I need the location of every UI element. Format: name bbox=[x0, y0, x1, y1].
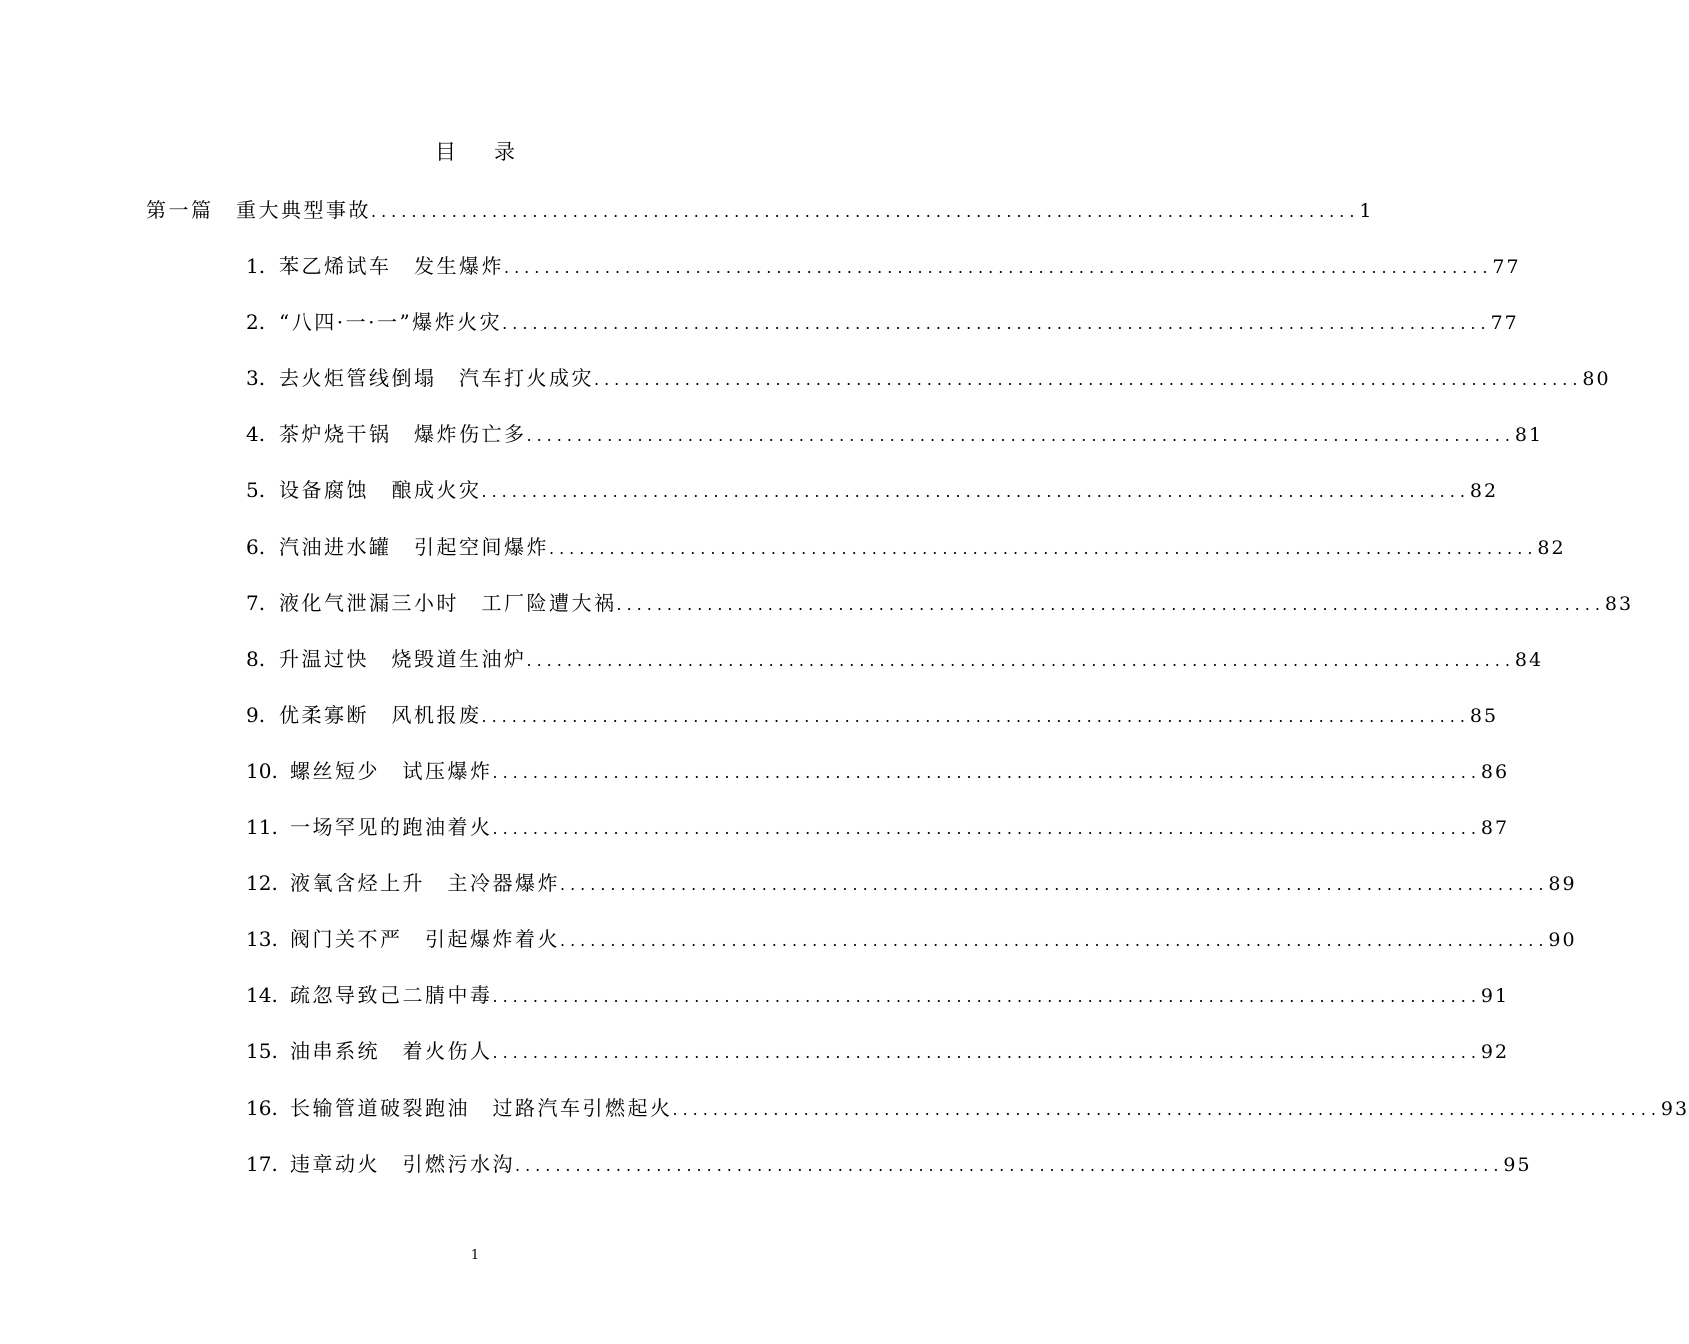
toc-entry-title: 液化气泄漏三小时 工厂险遭大祸 bbox=[279, 590, 617, 615]
toc-part-label: 第一篇 重大典型事故 bbox=[146, 198, 371, 222]
toc-leader: .................................................................................................. bbox=[594, 370, 1583, 390]
toc-leader: .................................................................................................. bbox=[515, 1155, 1504, 1175]
toc-entry[interactable] bbox=[246, 755, 1510, 785]
toc-entry-number: 14. bbox=[246, 983, 278, 1008]
toc-entry[interactable] bbox=[246, 1035, 1510, 1065]
toc-entry[interactable] bbox=[246, 531, 1566, 561]
toc-entry-title: 设备腐蚀 酿成火灾 bbox=[279, 478, 482, 503]
toc-entry[interactable] bbox=[246, 979, 1510, 1009]
toc-entry[interactable] bbox=[246, 474, 1499, 504]
toc-page-number: 92 bbox=[1480, 1041, 1510, 1064]
toc-entry[interactable] bbox=[246, 306, 1519, 336]
toc-leader: .................................................................................................. bbox=[672, 1099, 1661, 1119]
toc-page-number: 85 bbox=[1469, 704, 1499, 727]
toc-page-number: 86 bbox=[1480, 760, 1510, 783]
toc-page-number: 77 bbox=[1492, 256, 1521, 278]
toc-leader: .................................................................................................. bbox=[502, 314, 1491, 334]
toc-leader: .................................................................................................. bbox=[492, 987, 1481, 1007]
toc-entry[interactable] bbox=[246, 643, 1544, 673]
toc-leader: .................................................................................................. bbox=[492, 1043, 1481, 1063]
toc-entry-title: 违章动火 引燃污水沟 bbox=[290, 1151, 515, 1176]
toc-entry-title: 一场罕见的跑油着火 bbox=[290, 815, 493, 839]
toc-entry-title: 优柔寡断 风机报废 bbox=[279, 702, 482, 727]
toc-entry-number: 8. bbox=[246, 646, 266, 671]
toc-page-number: 80 bbox=[1582, 368, 1611, 391]
toc-entry[interactable] bbox=[246, 362, 1611, 392]
toc-entry-number: 11. bbox=[246, 815, 278, 839]
toc-entry-number: 5. bbox=[246, 478, 266, 503]
toc-entry-title: 去火炬管线倒塌 汽车打火成灾 bbox=[279, 366, 594, 391]
toc-page-number: 90 bbox=[1548, 929, 1577, 952]
toc-entry-number: 7. bbox=[246, 590, 266, 615]
toc-entry-number: 1. bbox=[246, 254, 266, 278]
toc-entry[interactable] bbox=[246, 587, 1634, 617]
toc-page-number: 77 bbox=[1490, 312, 1519, 335]
toc-leader: .................................................................................................. bbox=[526, 426, 1515, 446]
toc-entry[interactable] bbox=[246, 1148, 1532, 1178]
title-char-2: 录 bbox=[494, 140, 515, 164]
toc-leader: .................................................................................................. bbox=[481, 706, 1470, 726]
toc-leader: .................................................................................................. bbox=[560, 875, 1549, 895]
toc-entry-title: 疏忽导致己二腈中毒 bbox=[290, 983, 493, 1008]
toc-leader: .................................................................................................. bbox=[504, 258, 1493, 277]
toc-entry-number: 6. bbox=[246, 534, 266, 559]
toc-entry-title: 阀门关不严 引起爆炸着火 bbox=[290, 927, 560, 952]
toc-entry-title: 油串系统 着火伤人 bbox=[290, 1039, 493, 1064]
toc-entry-number: 3. bbox=[246, 366, 266, 391]
toc-entry-title: 液氧含烃上升 主冷器爆炸 bbox=[290, 871, 560, 896]
title-char-1: 目 bbox=[435, 140, 456, 164]
toc-entry[interactable] bbox=[246, 923, 1577, 953]
toc-entry[interactable] bbox=[246, 867, 1577, 897]
toc-page-number: 82 bbox=[1469, 480, 1499, 503]
toc-leader: .................................................................................................. bbox=[526, 650, 1515, 670]
toc-page-number: 89 bbox=[1548, 873, 1577, 896]
toc-part-heading[interactable] bbox=[146, 194, 1374, 224]
toc-entry-number: 9. bbox=[246, 702, 266, 727]
toc-entry[interactable] bbox=[246, 1092, 1689, 1122]
toc-leader: .................................................................................................. bbox=[616, 594, 1605, 614]
toc-entry-number: 15. bbox=[246, 1039, 278, 1064]
toc-leader: .................................................................................................. bbox=[549, 538, 1538, 558]
toc-entry-title: 长输管道破裂跑油 过路汽车引燃起火 bbox=[290, 1095, 673, 1120]
toc-entry-title: 螺丝短少 试压爆炸 bbox=[290, 758, 493, 783]
toc-page-number: 83 bbox=[1604, 592, 1634, 615]
toc-entry-title: 汽油进水罐 引起空间爆炸 bbox=[279, 534, 549, 559]
toc-entry-title: 茶炉烧干锅 爆炸伤亡多 bbox=[279, 422, 527, 447]
toc-page-number: 87 bbox=[1480, 817, 1510, 839]
toc-entry-number: 13. bbox=[246, 927, 278, 952]
toc-entry-title: 苯乙烯试车 发生爆炸 bbox=[279, 254, 504, 278]
footer-page-number: 1 bbox=[470, 1248, 480, 1263]
toc-entry-number: 17. bbox=[246, 1151, 278, 1176]
toc-entry[interactable] bbox=[246, 699, 1499, 729]
toc-entry-number: 4. bbox=[246, 422, 266, 447]
toc-entry-title: 升温过快 烧毁道生油炉 bbox=[279, 646, 527, 671]
toc-entry-number: 10. bbox=[246, 758, 278, 783]
toc-entry[interactable] bbox=[246, 250, 1521, 280]
toc-leader: .................................................................................................. bbox=[371, 202, 1360, 221]
toc-entry[interactable] bbox=[246, 418, 1544, 448]
toc-entry-title: “八四·一·一”爆炸火灾 bbox=[279, 310, 503, 335]
toc-entry[interactable] bbox=[246, 811, 1510, 841]
toc-page-number: 81 bbox=[1514, 424, 1544, 447]
toc-page-number: 93 bbox=[1660, 1097, 1689, 1120]
toc-entry-number: 16. bbox=[246, 1095, 278, 1120]
toc-leader: .................................................................................................. bbox=[560, 931, 1549, 951]
toc-leader: .................................................................................................. bbox=[481, 482, 1470, 502]
toc-page-number: 91 bbox=[1480, 985, 1510, 1008]
toc-entry-number: 12. bbox=[246, 871, 278, 896]
toc-page-number: 84 bbox=[1514, 648, 1544, 671]
toc-page-number: 1 bbox=[1359, 200, 1374, 222]
toc-page-number: 95 bbox=[1503, 1153, 1532, 1176]
toc-leader: .................................................................................................. bbox=[492, 819, 1481, 838]
page-title bbox=[0, 136, 950, 166]
toc-leader: .................................................................................................. bbox=[492, 762, 1481, 782]
toc-page-number: 82 bbox=[1537, 536, 1566, 559]
toc-entry-number: 2. bbox=[246, 310, 266, 335]
